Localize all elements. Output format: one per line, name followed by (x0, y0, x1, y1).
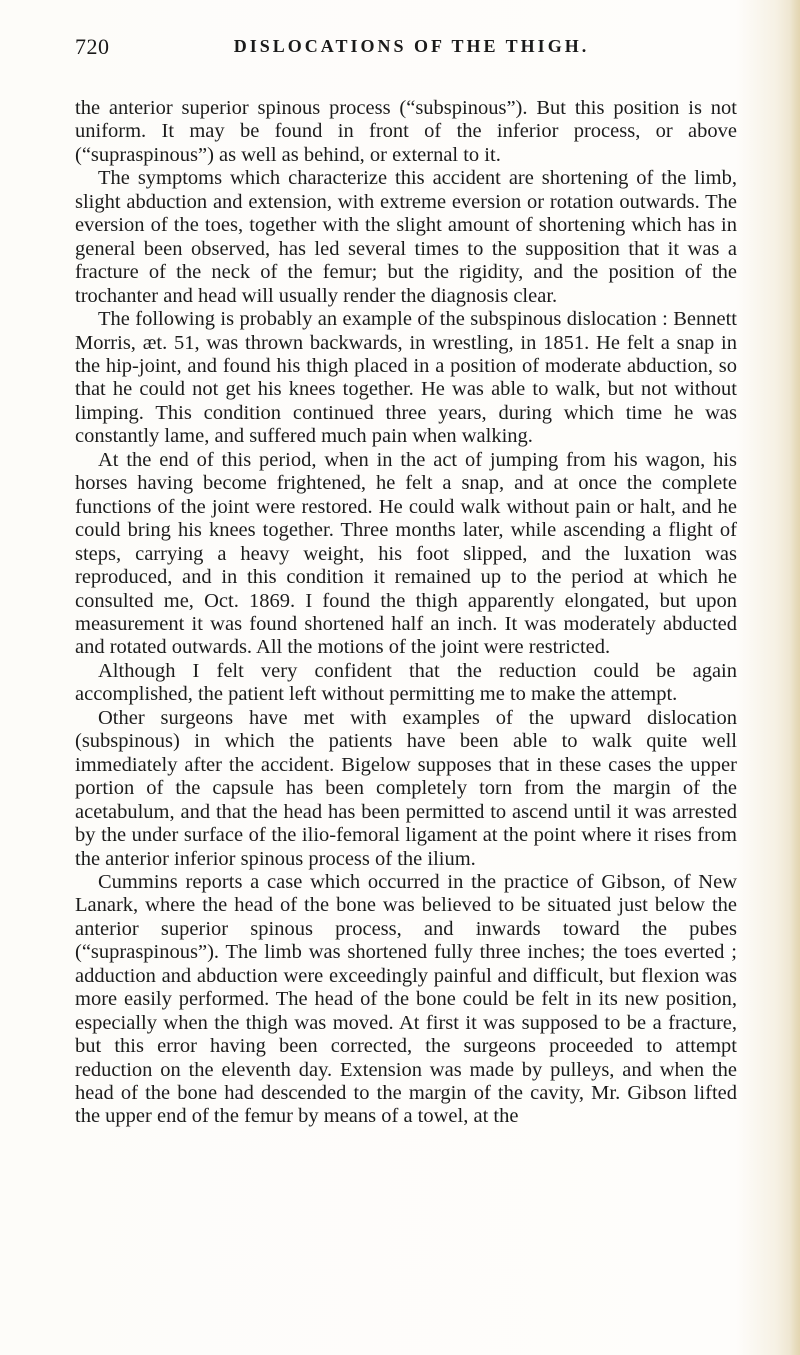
page-header (75, 34, 735, 66)
paragraph-1: the anterior superior spinous process (“subspinous”). But this position is not uniform. It may be found in front of the inferior process, or above (“supraspinous”) as well as behind, or external to it. (75, 97, 737, 166)
paragraph-6: Other surgeons have met with examples of the upward dislocation (subspinous) in which the patients have been able to walk quite well immediately after the accident. Bigelow supposes that in these cases the upper portion of the capsule has been completely torn from the margin of the acetabulum, and that the head has been permitted to ascend until it was arrested by the under surface of the ilio-femoral ligament at the point where it rises from the anterior inferior spinous process of the ilium. (75, 706, 737, 870)
paragraph-3: The following is probably an example of the subspinous dislocation : Bennett Morris, æt. 51, was thrown backwards, in wrestling, in 1851. He felt a snap in the hip-joint, and found his thigh placed in a position of moderate abduction, so that he could not get his knees together. He was able to walk, but not without limping. This condition continued three years, during which time he was constantly lame, and suffered much pain when walking. (75, 308, 737, 448)
running-head: DISLOCATIONS OF THE THIGH. (233, 36, 590, 56)
paragraph-4: At the end of this period, when in the act of jumping from his wagon, his horses having become frightened, he felt a snap, and at once the complete functions of the joint were restored. He could walk without pain or halt, and he could bring his knees together. Three months later, while ascending a flight of steps, carrying a heavy weight, his foot slipped, and the luxation was reproduced, and in this condition it remained up to the period at which he consulted me, Oct. 1869. I found the thigh apparently elongated, but upon measurement it was found shortened half an inch. It was moderately abducted and rotated outwards. All the motions of the joint were restricted. (75, 448, 737, 659)
body-text (75, 97, 737, 1129)
paragraph-5: Although I felt very confident that the reduction could be again accomplished, the patient left without permitting me to make the attempt. (75, 659, 737, 706)
paragraph-7: Cummins reports a case which occurred in the practice of Gibson, of New Lanark, where the head of the bone was believed to be situated just below the anterior superior spinous process, and inwards toward the pubes (“supraspinous”). The limb was shortened fully three inches; the toes everted ; adduction and abduction were exceedingly painful and difficult, but flexion was more easily performed. The head of the bone could be felt in its new position, especially when the thigh was moved. At first it was supposed to be a fracture, but this error having been corrected, the surgeons proceeded to attempt reduction on the eleventh day. Extension was made by pulleys, and when the head of the bone had descended to the margin of the cavity, Mr. Gibson lifted the upper end of the femur by means of a towel, at the (75, 870, 737, 1128)
page-number: 720 (75, 34, 110, 59)
page-edge (790, 0, 800, 1355)
paragraph-2: The symptoms which characterize this accident are shortening of the limb, slight abduction and extension, with extreme eversion or rotation outwards. The eversion of the toes, together with the slight amount of shortening which has in general been observed, has led several times to the supposition that it was a fracture of the neck of the femur; but the rigidity, and the position of the trochanter and head will usually render the diagnosis clear. (75, 167, 737, 307)
